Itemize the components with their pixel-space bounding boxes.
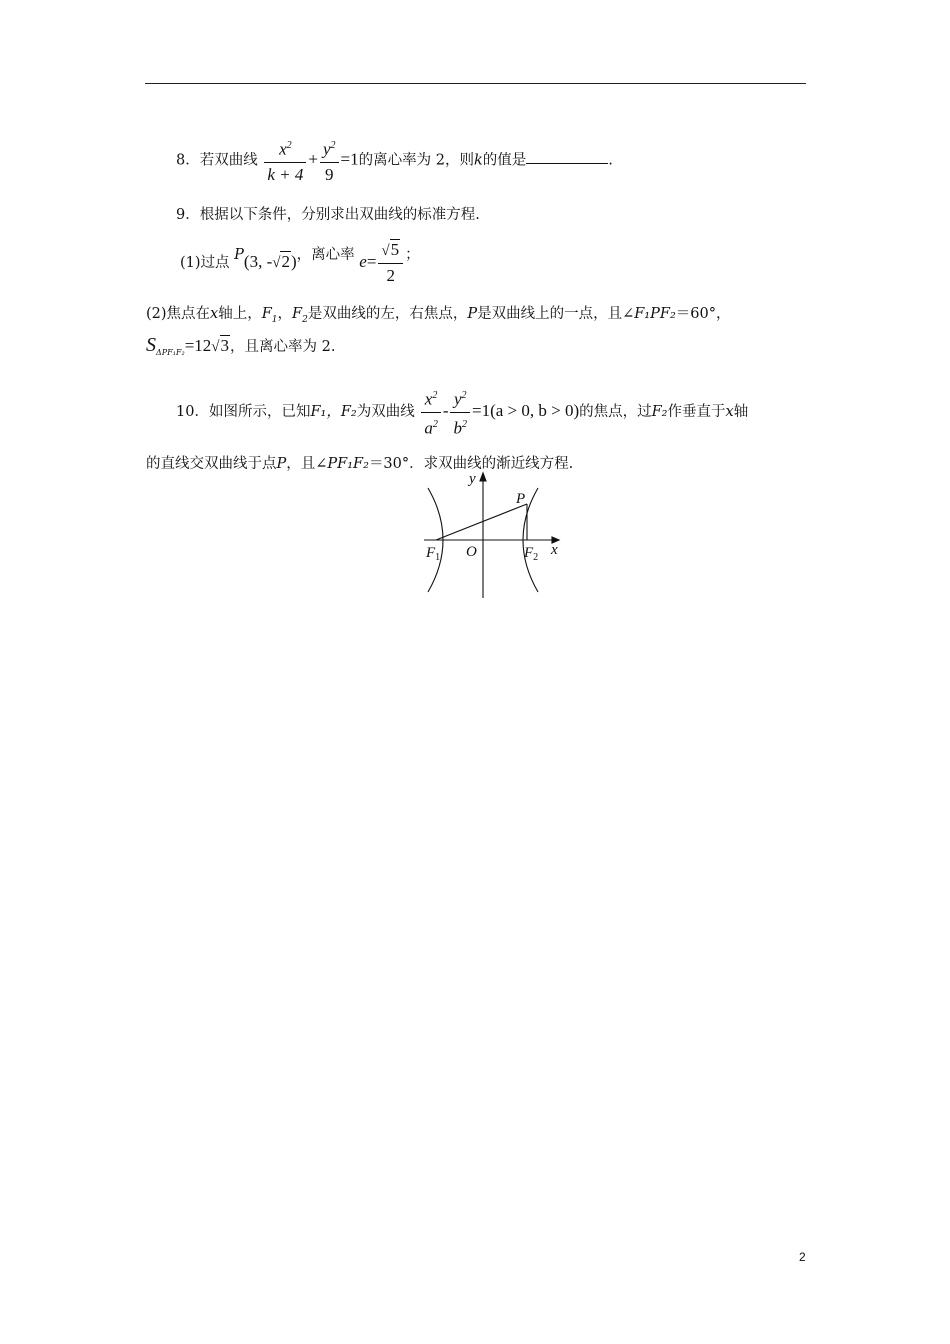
q9-part1-P: P (234, 247, 244, 263)
q9-part1-ecc-text: ，离心率 (296, 247, 355, 263)
q10-line2-b: ，且∠ (286, 456, 328, 472)
q8-fraction-x: $\frac{x^2}{k + 4}$ (264, 134, 306, 187)
q9-part2-x: x (210, 306, 219, 322)
q8-text2: 的离心率为 2，则 (358, 152, 474, 169)
q10-text-a: 如图所示，已知 (208, 404, 311, 421)
q10-line2-a: 的直线交双曲线于点 (146, 456, 277, 472)
y-axis-arrow (480, 473, 486, 481)
q10-x: x (725, 404, 734, 421)
q8-equals: =1 (340, 149, 359, 169)
q8-text3: 的值是 (482, 152, 527, 169)
question-9-part1 (180, 238, 420, 288)
q10-text-d: 作垂直于 (667, 404, 726, 421)
q10-minus: - (442, 401, 449, 421)
point-P-label: P (516, 491, 526, 507)
q10-text-c: 的焦点，过 (579, 404, 652, 421)
q8-k: k (473, 152, 483, 169)
page-number: 2 (799, 1250, 806, 1264)
q9-number: 9． (176, 207, 200, 223)
q8-number: 8． (176, 152, 200, 169)
q10-line2-c: ＝30°．求双曲线的渐近线方程. (368, 456, 574, 472)
q9-part2-text-e: ，且离心率为 2. (230, 339, 336, 355)
q10-number: 10． (176, 404, 209, 421)
q9-part1-label: (1)过点 (180, 255, 230, 271)
q10-F2: F₂ (651, 404, 668, 421)
q9-part2-text-d: ＝60°， (675, 306, 731, 322)
q10-P: P (276, 456, 287, 472)
header-rule (145, 83, 806, 84)
q9-text: 根据以下条件，分别求出双曲线的标准方程. (199, 207, 480, 223)
q9-part1-point: (3, -√2) (243, 252, 297, 271)
q9-part2-F2: $F_2$ (292, 306, 308, 325)
q9-part1-fraction: $\frac{√5}{2}$ (378, 238, 403, 288)
q8-end: . (608, 152, 613, 169)
line-F1-P (436, 504, 527, 540)
q9-part2-P: P (467, 306, 478, 322)
q9-part2-F1: $F_1$ (261, 306, 278, 325)
question-9-part2-line1 (146, 302, 730, 325)
question-8 (176, 134, 613, 187)
question-10-line1 (176, 384, 748, 440)
q9-part2-S-eq: =12 (184, 336, 212, 355)
answer-blank (526, 149, 608, 164)
q9-part2-S: S (146, 334, 156, 356)
focus-F1-label: $F_1$ (426, 545, 441, 563)
q10-F1F2: F₁，F₂ (310, 404, 357, 421)
q9-part1-end: ； (405, 247, 420, 263)
hyperbola-figure (410, 468, 570, 603)
q9-part2-text-a: 轴上， (218, 306, 262, 322)
focus-F2-label: $F_2$ (524, 545, 539, 563)
q9-part1-eq: = (366, 252, 377, 271)
q9-part2-S-sqrt: √3 (211, 336, 230, 355)
q9-part2-S-sub: ΔPF₁F₂ (156, 347, 185, 357)
y-axis-label: y (469, 471, 476, 487)
q9-part2-comma: ， (277, 306, 293, 322)
q8-fraction-y: $\frac{y^2}{9}$ (320, 134, 339, 187)
q10-fraction-y: $\frac{y^2}{b^2}$ (450, 384, 470, 440)
question-9-part2-line2 (146, 334, 335, 357)
origin-label: O (466, 544, 477, 560)
x-axis-label: x (551, 542, 558, 558)
q10-text-b: 为双曲线 (356, 404, 415, 421)
question-9 (176, 203, 480, 224)
q9-part2-label: (2)焦点在 (146, 306, 211, 322)
q10-fraction-x: $\frac{x^2}{a^2}$ (421, 384, 441, 440)
q9-part1-e: e (359, 252, 367, 271)
q9-part2-angle-vars: F₁PF₂ (634, 306, 676, 322)
q9-part2-text-c: 是双曲线上的一点，且∠ (477, 306, 635, 322)
q8-plus: + (308, 149, 318, 169)
q10-text-e: 轴 (733, 404, 749, 421)
q10-condition: =1(a > 0, b > 0) (471, 401, 580, 421)
q9-part2-text-b: 是双曲线的左，右焦点， (307, 306, 468, 322)
q8-text1: 若双曲线 (199, 152, 258, 169)
q10-angle-vars: PF₁F₂ (327, 456, 369, 472)
